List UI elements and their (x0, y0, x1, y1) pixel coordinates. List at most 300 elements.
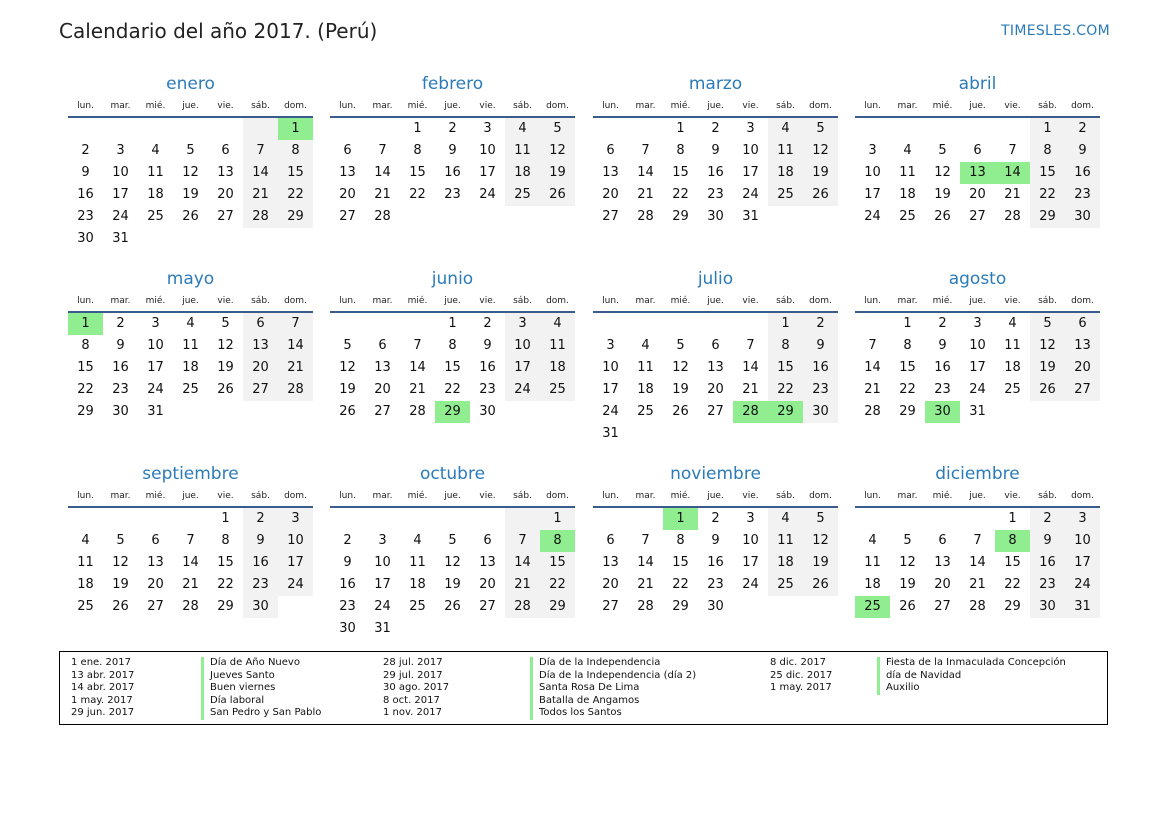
day-cell[interactable]: 14 (243, 162, 278, 184)
day-cell[interactable]: 27 (217, 209, 234, 224)
day-cell[interactable]: 8 (448, 338, 457, 353)
day-cell[interactable]: 29 (217, 599, 234, 614)
day-cell[interactable]: 7 (278, 313, 313, 335)
day-cell[interactable]: 29 (899, 404, 916, 419)
day-cell[interactable]: 20 (479, 577, 496, 592)
day-cell[interactable]: 7 (973, 533, 982, 548)
day-cell[interactable]: 26 (899, 599, 916, 614)
day-cell[interactable]: 8 (540, 530, 575, 552)
day-cell[interactable]: 12 (540, 140, 575, 162)
day-cell[interactable]: 9 (938, 338, 947, 353)
day-cell[interactable]: 18 (637, 382, 654, 397)
day-cell[interactable]: 27 (339, 209, 356, 224)
day-cell[interactable]: 29 (1004, 599, 1021, 614)
day-cell[interactable]: 29 (435, 401, 470, 423)
day-cell[interactable]: 22 (540, 574, 575, 596)
day-cell[interactable]: 22 (672, 577, 689, 592)
day-cell[interactable]: 21 (864, 382, 881, 397)
day-cell[interactable]: 31 (969, 404, 986, 419)
day-cell[interactable]: 3 (606, 338, 615, 353)
day-cell[interactable]: 3 (868, 143, 877, 158)
day-cell[interactable]: 11 (147, 165, 164, 180)
day-cell[interactable]: 7 (378, 143, 387, 158)
day-cell[interactable]: 15 (899, 360, 916, 375)
day-cell[interactable]: 7 (1008, 143, 1017, 158)
day-cell[interactable]: 15 (672, 555, 689, 570)
day-cell[interactable]: 4 (903, 143, 912, 158)
day-cell[interactable]: 11 (540, 335, 575, 357)
day-cell[interactable]: 6 (483, 533, 492, 548)
day-cell[interactable]: 5 (938, 143, 947, 158)
day-cell[interactable]: 27 (969, 209, 986, 224)
day-cell[interactable]: 22 (444, 382, 461, 397)
day-cell[interactable]: 3 (505, 313, 540, 335)
day-cell[interactable]: 3 (973, 316, 982, 331)
day-cell[interactable]: 27 (934, 599, 951, 614)
day-cell[interactable]: 12 (217, 338, 234, 353)
day-cell[interactable]: 7 (868, 338, 877, 353)
day-cell[interactable]: 26 (540, 184, 575, 206)
day-cell[interactable]: 20 (339, 187, 356, 202)
day-cell[interactable]: 18 (77, 577, 94, 592)
day-cell[interactable]: 10 (742, 143, 759, 158)
day-cell[interactable]: 5 (803, 118, 838, 140)
day-cell[interactable]: 2 (343, 533, 352, 548)
day-cell[interactable]: 3 (483, 121, 492, 136)
day-cell[interactable]: 9 (483, 338, 492, 353)
day-cell[interactable]: 11 (768, 530, 803, 552)
day-cell[interactable]: 21 (243, 184, 278, 206)
day-cell[interactable]: 22 (768, 379, 803, 401)
day-cell[interactable]: 18 (147, 187, 164, 202)
day-cell[interactable]: 1 (676, 121, 685, 136)
day-cell[interactable]: 10 (969, 338, 986, 353)
day-cell[interactable]: 13 (479, 555, 496, 570)
day-cell[interactable]: 1 (68, 313, 103, 335)
day-cell[interactable]: 17 (864, 187, 881, 202)
brand-link[interactable]: TIMESLES.COM (1001, 23, 1110, 39)
day-cell[interactable]: 30 (707, 209, 724, 224)
day-cell[interactable]: 9 (711, 533, 720, 548)
day-cell[interactable]: 21 (1004, 187, 1021, 202)
day-cell[interactable]: 3 (278, 508, 313, 530)
day-cell[interactable]: 25 (147, 209, 164, 224)
day-cell[interactable]: 2 (938, 316, 947, 331)
day-cell[interactable]: 7 (243, 140, 278, 162)
day-cell[interactable]: 26 (672, 404, 689, 419)
day-cell[interactable]: 20 (934, 577, 951, 592)
day-cell[interactable]: 13 (217, 165, 234, 180)
day-cell[interactable]: 14 (995, 162, 1030, 184)
day-cell[interactable]: 27 (1065, 379, 1100, 401)
day-cell[interactable]: 30 (112, 404, 129, 419)
day-cell[interactable]: 15 (77, 360, 94, 375)
day-cell[interactable]: 28 (505, 596, 540, 618)
day-cell[interactable]: 28 (637, 599, 654, 614)
day-cell[interactable]: 18 (540, 357, 575, 379)
day-cell[interactable]: 3 (151, 316, 160, 331)
day-cell[interactable]: 24 (1065, 574, 1100, 596)
day-cell[interactable]: 14 (864, 360, 881, 375)
day-cell[interactable]: 21 (278, 357, 313, 379)
day-cell[interactable]: 26 (444, 599, 461, 614)
day-cell[interactable]: 3 (116, 143, 125, 158)
day-cell[interactable]: 17 (479, 165, 496, 180)
day-cell[interactable]: 19 (112, 577, 129, 592)
day-cell[interactable]: 28 (243, 206, 278, 228)
day-cell[interactable]: 18 (768, 162, 803, 184)
day-cell[interactable]: 14 (637, 165, 654, 180)
day-cell[interactable]: 22 (672, 187, 689, 202)
day-cell[interactable]: 22 (899, 382, 916, 397)
day-cell[interactable]: 23 (707, 187, 724, 202)
day-cell[interactable]: 9 (803, 335, 838, 357)
day-cell[interactable]: 1 (278, 118, 313, 140)
day-cell[interactable]: 30 (243, 596, 278, 618)
day-cell[interactable]: 24 (147, 382, 164, 397)
day-cell[interactable]: 15 (217, 555, 234, 570)
day-cell[interactable]: 11 (899, 165, 916, 180)
day-cell[interactable]: 16 (479, 360, 496, 375)
day-cell[interactable]: 25 (768, 184, 803, 206)
day-cell[interactable]: 23 (1030, 574, 1065, 596)
day-cell[interactable]: 12 (803, 140, 838, 162)
day-cell[interactable]: 20 (374, 382, 391, 397)
day-cell[interactable]: 9 (116, 338, 125, 353)
day-cell[interactable]: 30 (1030, 596, 1065, 618)
day-cell[interactable]: 30 (925, 401, 960, 423)
day-cell[interactable]: 5 (676, 338, 685, 353)
day-cell[interactable]: 25 (768, 574, 803, 596)
day-cell[interactable]: 8 (995, 530, 1030, 552)
day-cell[interactable]: 1 (448, 316, 457, 331)
day-cell[interactable]: 20 (147, 577, 164, 592)
day-cell[interactable]: 11 (768, 140, 803, 162)
day-cell[interactable]: 4 (505, 118, 540, 140)
day-cell[interactable]: 23 (803, 379, 838, 401)
day-cell[interactable]: 10 (602, 360, 619, 375)
day-cell[interactable]: 21 (637, 187, 654, 202)
day-cell[interactable]: 22 (409, 187, 426, 202)
day-cell[interactable]: 8 (768, 335, 803, 357)
day-cell[interactable]: 28 (278, 379, 313, 401)
day-cell[interactable]: 13 (1065, 335, 1100, 357)
day-cell[interactable]: 6 (938, 533, 947, 548)
day-cell[interactable]: 16 (243, 552, 278, 574)
day-cell[interactable]: 30 (707, 599, 724, 614)
day-cell[interactable]: 30 (77, 231, 94, 246)
day-cell[interactable]: 21 (637, 577, 654, 592)
day-cell[interactable]: 15 (409, 165, 426, 180)
day-cell[interactable]: 26 (803, 184, 838, 206)
day-cell[interactable]: 9 (1030, 530, 1065, 552)
day-cell[interactable]: 15 (540, 552, 575, 574)
day-cell[interactable]: 24 (479, 187, 496, 202)
day-cell[interactable]: 29 (672, 599, 689, 614)
day-cell[interactable]: 8 (221, 533, 230, 548)
day-cell[interactable]: 19 (444, 577, 461, 592)
day-cell[interactable]: 27 (243, 379, 278, 401)
day-cell[interactable]: 25 (505, 184, 540, 206)
day-cell[interactable]: 19 (899, 577, 916, 592)
day-cell[interactable]: 5 (343, 338, 352, 353)
day-cell[interactable]: 15 (1030, 162, 1065, 184)
day-cell[interactable]: 27 (602, 599, 619, 614)
day-cell[interactable]: 2 (243, 508, 278, 530)
day-cell[interactable]: 23 (243, 574, 278, 596)
day-cell[interactable]: 19 (182, 187, 199, 202)
day-cell[interactable]: 4 (868, 533, 877, 548)
day-cell[interactable]: 25 (182, 382, 199, 397)
day-cell[interactable]: 8 (1030, 140, 1065, 162)
day-cell[interactable]: 25 (1004, 382, 1021, 397)
day-cell[interactable]: 26 (803, 574, 838, 596)
day-cell[interactable]: 18 (899, 187, 916, 202)
day-cell[interactable]: 11 (505, 140, 540, 162)
day-cell[interactable]: 21 (374, 187, 391, 202)
day-cell[interactable]: 24 (112, 209, 129, 224)
day-cell[interactable]: 17 (374, 577, 391, 592)
day-cell[interactable]: 29 (672, 209, 689, 224)
day-cell[interactable]: 2 (711, 511, 720, 526)
day-cell[interactable]: 6 (243, 313, 278, 335)
day-cell[interactable]: 12 (672, 360, 689, 375)
day-cell[interactable]: 5 (803, 508, 838, 530)
day-cell[interactable]: 2 (483, 316, 492, 331)
day-cell[interactable]: 29 (540, 596, 575, 618)
day-cell[interactable]: 4 (768, 508, 803, 530)
day-cell[interactable]: 11 (1004, 338, 1021, 353)
day-cell[interactable]: 25 (409, 599, 426, 614)
day-cell[interactable]: 9 (448, 143, 457, 158)
day-cell[interactable]: 10 (374, 555, 391, 570)
day-cell[interactable]: 10 (479, 143, 496, 158)
day-cell[interactable]: 23 (707, 577, 724, 592)
day-cell[interactable]: 27 (147, 599, 164, 614)
day-cell[interactable]: 14 (409, 360, 426, 375)
day-cell[interactable]: 16 (707, 165, 724, 180)
day-cell[interactable]: 20 (969, 187, 986, 202)
day-cell[interactable]: 4 (768, 118, 803, 140)
day-cell[interactable]: 17 (112, 187, 129, 202)
day-cell[interactable]: 12 (934, 165, 951, 180)
day-cell[interactable]: 10 (278, 530, 313, 552)
day-cell[interactable]: 17 (602, 382, 619, 397)
day-cell[interactable]: 1 (540, 508, 575, 530)
day-cell[interactable]: 8 (278, 140, 313, 162)
day-cell[interactable]: 31 (112, 231, 129, 246)
day-cell[interactable]: 13 (934, 555, 951, 570)
day-cell[interactable]: 26 (112, 599, 129, 614)
day-cell[interactable]: 22 (217, 577, 234, 592)
day-cell[interactable]: 24 (278, 574, 313, 596)
day-cell[interactable]: 19 (803, 552, 838, 574)
day-cell[interactable]: 16 (112, 360, 129, 375)
day-cell[interactable]: 23 (339, 599, 356, 614)
day-cell[interactable]: 17 (505, 357, 540, 379)
day-cell[interactable]: 28 (409, 404, 426, 419)
day-cell[interactable]: 4 (151, 143, 160, 158)
day-cell[interactable]: 24 (742, 187, 759, 202)
day-cell[interactable]: 10 (112, 165, 129, 180)
day-cell[interactable]: 20 (217, 187, 234, 202)
day-cell[interactable]: 9 (243, 530, 278, 552)
day-cell[interactable]: 28 (864, 404, 881, 419)
day-cell[interactable]: 8 (81, 338, 90, 353)
day-cell[interactable]: 16 (707, 555, 724, 570)
day-cell[interactable]: 4 (186, 316, 195, 331)
day-cell[interactable]: 16 (444, 165, 461, 180)
day-cell[interactable]: 22 (77, 382, 94, 397)
day-cell[interactable]: 23 (1065, 184, 1100, 206)
day-cell[interactable]: 20 (707, 382, 724, 397)
day-cell[interactable]: 24 (602, 404, 619, 419)
day-cell[interactable]: 24 (864, 209, 881, 224)
day-cell[interactable]: 31 (374, 621, 391, 636)
day-cell[interactable]: 2 (81, 143, 90, 158)
day-cell[interactable]: 25 (77, 599, 94, 614)
day-cell[interactable]: 21 (505, 574, 540, 596)
day-cell[interactable]: 4 (540, 313, 575, 335)
day-cell[interactable]: 24 (505, 379, 540, 401)
day-cell[interactable]: 6 (221, 143, 230, 158)
day-cell[interactable]: 6 (711, 338, 720, 353)
day-cell[interactable]: 20 (602, 187, 619, 202)
day-cell[interactable]: 2 (803, 313, 838, 335)
day-cell[interactable]: 25 (540, 379, 575, 401)
day-cell[interactable]: 18 (768, 552, 803, 574)
day-cell[interactable]: 13 (339, 165, 356, 180)
day-cell[interactable]: 13 (243, 335, 278, 357)
day-cell[interactable]: 1 (768, 313, 803, 335)
day-cell[interactable]: 29 (77, 404, 94, 419)
day-cell[interactable]: 29 (1030, 206, 1065, 228)
day-cell[interactable]: 7 (186, 533, 195, 548)
day-cell[interactable]: 22 (1030, 184, 1065, 206)
day-cell[interactable]: 5 (116, 533, 125, 548)
day-cell[interactable]: 20 (602, 577, 619, 592)
day-cell[interactable]: 2 (711, 121, 720, 136)
day-cell[interactable]: 14 (182, 555, 199, 570)
day-cell[interactable]: 25 (637, 404, 654, 419)
day-cell[interactable]: 14 (505, 552, 540, 574)
day-cell[interactable]: 7 (641, 533, 650, 548)
day-cell[interactable]: 28 (1004, 209, 1021, 224)
day-cell[interactable]: 11 (637, 360, 654, 375)
day-cell[interactable]: 15 (444, 360, 461, 375)
day-cell[interactable]: 17 (742, 165, 759, 180)
day-cell[interactable]: 26 (182, 209, 199, 224)
day-cell[interactable]: 2 (1030, 508, 1065, 530)
day-cell[interactable]: 21 (742, 382, 759, 397)
day-cell[interactable]: 31 (147, 404, 164, 419)
day-cell[interactable]: 23 (444, 187, 461, 202)
day-cell[interactable]: 13 (374, 360, 391, 375)
day-cell[interactable]: 1 (663, 508, 698, 530)
day-cell[interactable]: 19 (540, 162, 575, 184)
day-cell[interactable]: 17 (969, 360, 986, 375)
day-cell[interactable]: 23 (479, 382, 496, 397)
day-cell[interactable]: 22 (278, 184, 313, 206)
day-cell[interactable]: 11 (864, 555, 881, 570)
day-cell[interactable]: 30 (339, 621, 356, 636)
day-cell[interactable]: 14 (278, 335, 313, 357)
day-cell[interactable]: 25 (855, 596, 890, 618)
day-cell[interactable]: 11 (77, 555, 94, 570)
day-cell[interactable]: 16 (1030, 552, 1065, 574)
day-cell[interactable]: 22 (1004, 577, 1021, 592)
day-cell[interactable]: 29 (278, 206, 313, 228)
day-cell[interactable]: 3 (746, 121, 755, 136)
day-cell[interactable]: 6 (606, 533, 615, 548)
day-cell[interactable]: 3 (746, 511, 755, 526)
day-cell[interactable]: 19 (217, 360, 234, 375)
day-cell[interactable]: 2 (116, 316, 125, 331)
day-cell[interactable]: 17 (278, 552, 313, 574)
day-cell[interactable]: 5 (903, 533, 912, 548)
day-cell[interactable]: 27 (707, 404, 724, 419)
day-cell[interactable]: 27 (374, 404, 391, 419)
day-cell[interactable]: 9 (81, 165, 90, 180)
day-cell[interactable]: 12 (112, 555, 129, 570)
day-cell[interactable]: 9 (343, 555, 352, 570)
day-cell[interactable]: 7 (413, 338, 422, 353)
day-cell[interactable]: 4 (413, 533, 422, 548)
day-cell[interactable]: 19 (934, 187, 951, 202)
day-cell[interactable]: 11 (182, 338, 199, 353)
day-cell[interactable]: 15 (1004, 555, 1021, 570)
day-cell[interactable]: 7 (746, 338, 755, 353)
day-cell[interactable]: 1 (413, 121, 422, 136)
day-cell[interactable]: 30 (803, 401, 838, 423)
day-cell[interactable]: 6 (343, 143, 352, 158)
day-cell[interactable]: 4 (641, 338, 650, 353)
day-cell[interactable]: 12 (182, 165, 199, 180)
day-cell[interactable]: 5 (186, 143, 195, 158)
day-cell[interactable]: 10 (1065, 530, 1100, 552)
day-cell[interactable]: 2 (448, 121, 457, 136)
day-cell[interactable]: 10 (864, 165, 881, 180)
day-cell[interactable]: 19 (339, 382, 356, 397)
day-cell[interactable]: 30 (1065, 206, 1100, 228)
day-cell[interactable]: 11 (409, 555, 426, 570)
day-cell[interactable]: 27 (602, 209, 619, 224)
day-cell[interactable]: 15 (672, 165, 689, 180)
day-cell[interactable]: 20 (243, 357, 278, 379)
day-cell[interactable]: 21 (409, 382, 426, 397)
day-cell[interactable]: 26 (339, 404, 356, 419)
day-cell[interactable]: 28 (374, 209, 391, 224)
day-cell[interactable]: 14 (374, 165, 391, 180)
day-cell[interactable]: 12 (444, 555, 461, 570)
day-cell[interactable]: 10 (742, 533, 759, 548)
day-cell[interactable]: 16 (803, 357, 838, 379)
day-cell[interactable]: 23 (112, 382, 129, 397)
day-cell[interactable]: 28 (637, 209, 654, 224)
day-cell[interactable]: 23 (77, 209, 94, 224)
day-cell[interactable]: 24 (742, 577, 759, 592)
day-cell[interactable]: 9 (711, 143, 720, 158)
day-cell[interactable]: 15 (278, 162, 313, 184)
day-cell[interactable]: 9 (1065, 140, 1100, 162)
day-cell[interactable]: 13 (960, 162, 995, 184)
day-cell[interactable]: 17 (1065, 552, 1100, 574)
day-cell[interactable]: 18 (1004, 360, 1021, 375)
day-cell[interactable]: 6 (151, 533, 160, 548)
day-cell[interactable]: 21 (969, 577, 986, 592)
day-cell[interactable]: 13 (147, 555, 164, 570)
day-cell[interactable]: 19 (672, 382, 689, 397)
